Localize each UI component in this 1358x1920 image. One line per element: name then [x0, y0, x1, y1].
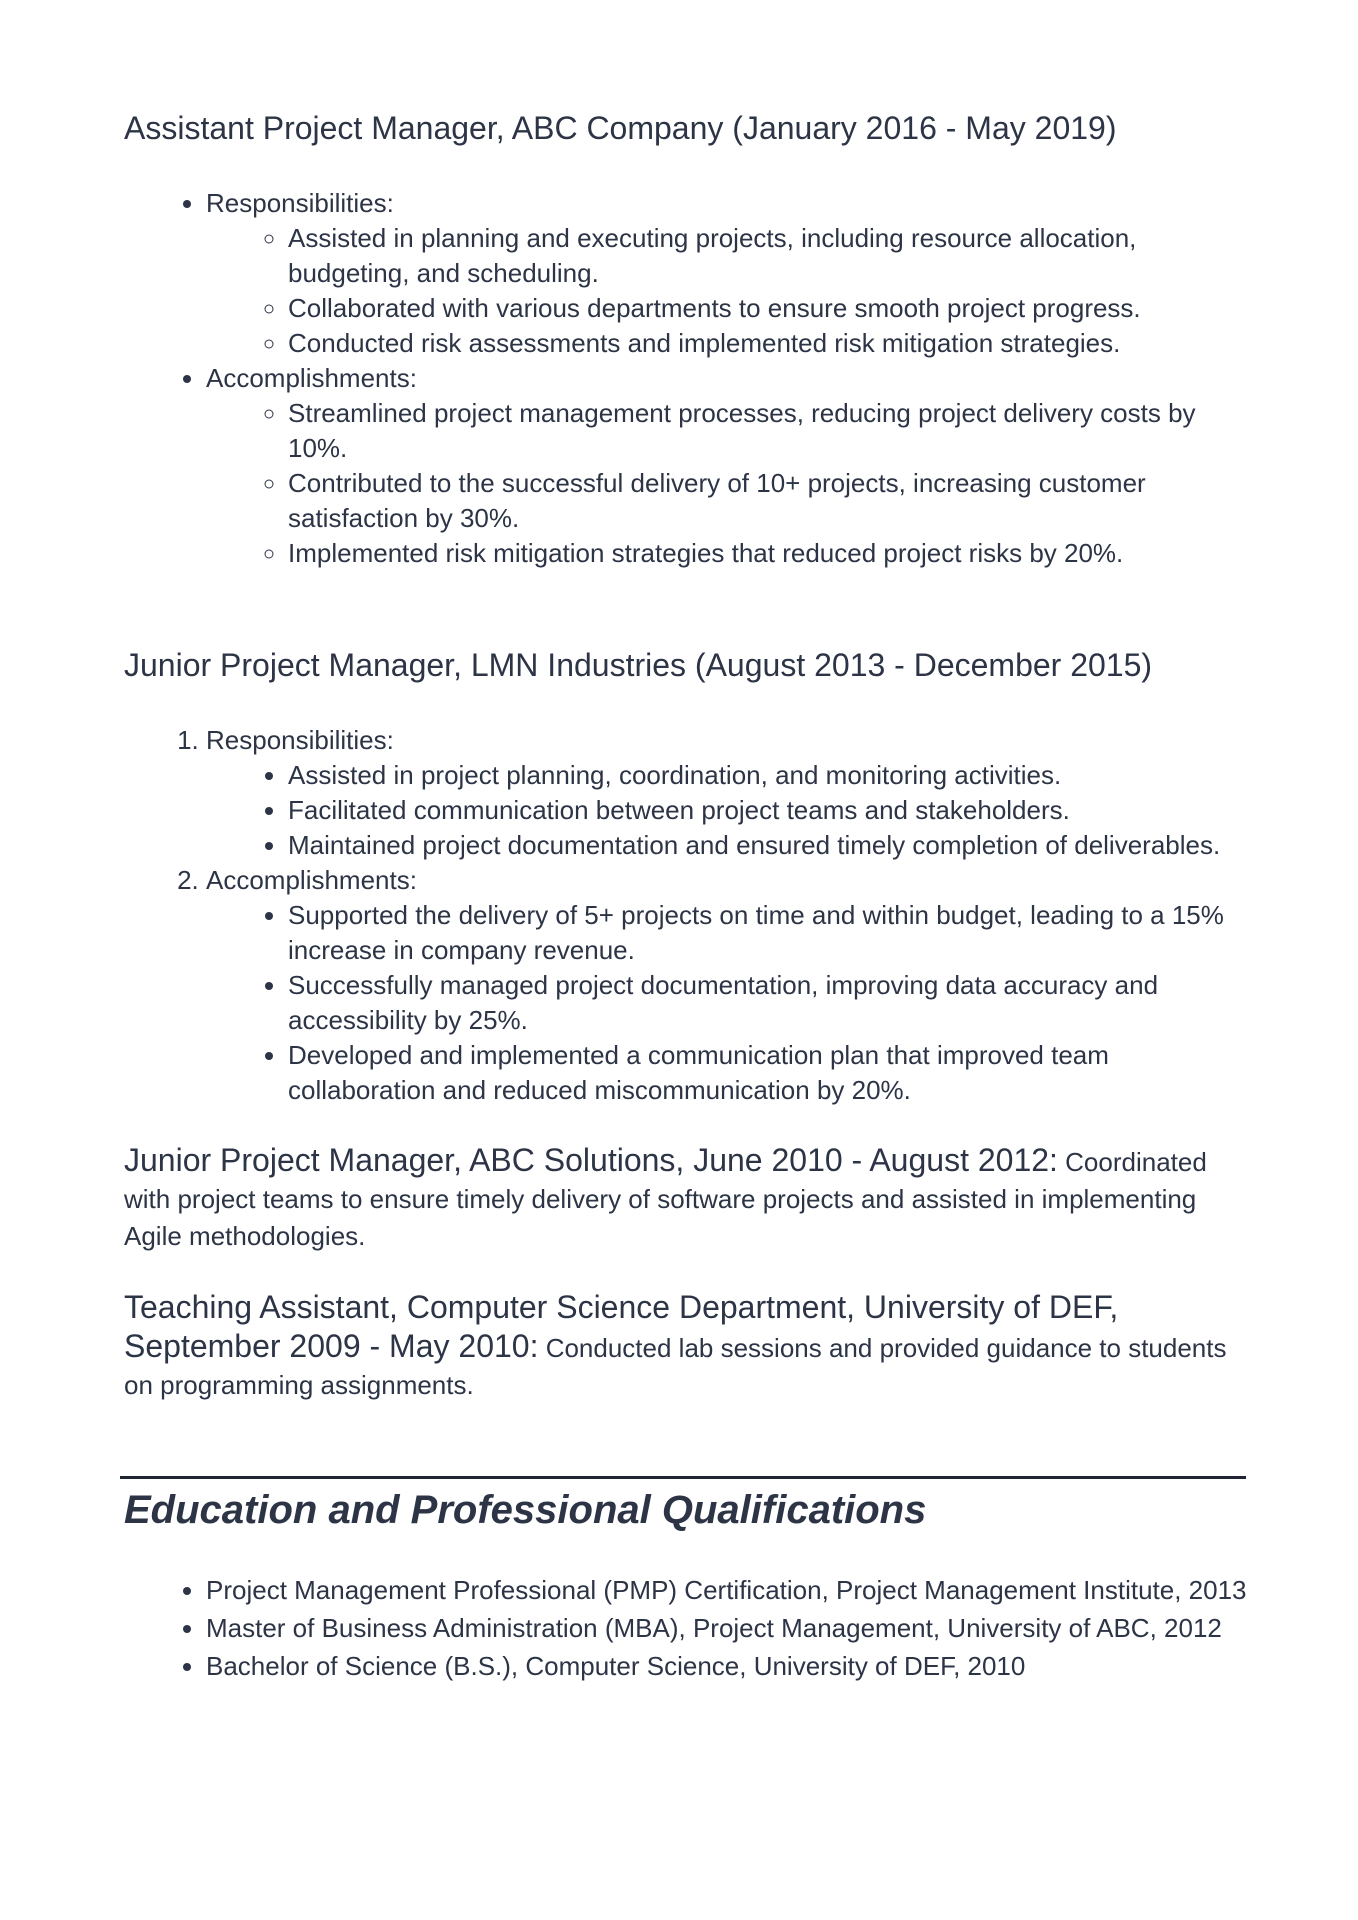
responsibilities-list	[206, 221, 1248, 361]
list-item: • Bachelor of Science (B.S.), Computer Science, University of DEF, 2010	[206, 1647, 1248, 1685]
list-item	[206, 863, 1248, 1108]
list-item: ◦ Assisted in planning and executing projects, including resource allocation, budgeting, and scheduling.	[288, 221, 1248, 291]
job-lead: Teaching Assistant, Computer Science Department, University of DEF, September 2009 - May 2010:	[124, 1289, 1119, 1364]
list-item: • Facilitated communication between project teams and stakeholders.	[288, 793, 1248, 828]
section-heading-education: Education and Professional Qualifications	[124, 1488, 927, 1532]
job-title: Junior Project Manager, LMN Industries (August 2013 - December 2015)	[124, 647, 1153, 683]
responsibilities-list	[206, 758, 1248, 863]
list-item: • Supported the delivery of 5+ projects on time and within budget, leading to a 15% increase in company revenue.	[288, 898, 1248, 968]
list-item	[206, 186, 1248, 361]
list-item: • Developed and implemented a communication plan that improved team collaboration and reduced miscommunication by 20%.	[288, 1038, 1248, 1108]
job-entry-lmn-industries	[124, 645, 1248, 1108]
job-description: Conducted lab sessions and provided guidance to students on programming assignments.	[124, 1333, 1227, 1400]
list-item	[206, 723, 1248, 863]
list-item: ◦ Contributed to the successful delivery of 10+ projects, increasing customer satisfaction by 30%.	[288, 466, 1248, 536]
job-details-list	[124, 186, 1248, 571]
job-details-list	[124, 723, 1248, 1108]
job-title: Assistant Project Manager, ABC Company (January 2016 - May 2019)	[124, 110, 1117, 146]
list-item: ◦ Streamlined project management processes, reducing project delivery costs by 10%.	[288, 396, 1248, 466]
job-entry-abc-company	[124, 108, 1248, 571]
list-item: ◦ Collaborated with various departments to ensure smooth project progress.	[288, 291, 1248, 326]
list-item	[206, 361, 1248, 571]
list-item: ◦ Implemented risk mitigation strategies that reduced project risks by 20%.	[288, 536, 1248, 571]
list-item: ◦ Conducted risk assessments and implemented risk mitigation strategies.	[288, 326, 1248, 361]
job-description: Coordinated with project teams to ensure timely delivery of software projects and assisted in implementing Agile methodologies.	[124, 1147, 1207, 1251]
education-list	[124, 1571, 1248, 1685]
accomplishments-list	[206, 898, 1248, 1108]
responsibilities-label: Responsibilities:	[206, 725, 394, 755]
list-item: • Successfully managed project documentation, improving data accuracy and accessibility by 25%.	[288, 968, 1248, 1038]
section-divider	[120, 1476, 1246, 1479]
list-item: • Maintained project documentation and ensured timely completion of deliverables.	[288, 828, 1248, 863]
responsibilities-label: Responsibilities:	[206, 188, 394, 218]
list-item: • Project Management Professional (PMP) Certification, Project Management Institute, 2013	[206, 1571, 1248, 1609]
accomplishments-list	[206, 396, 1248, 571]
accomplishments-label: Accomplishments:	[206, 363, 417, 393]
list-item: • Assisted in project planning, coordination, and monitoring activities.	[288, 758, 1248, 793]
list-item: • Master of Business Administration (MBA), Project Management, University of ABC, 2012	[206, 1609, 1248, 1647]
accomplishments-label: Accomplishments:	[206, 865, 417, 895]
job-entry-teaching-assistant	[124, 1289, 1248, 1404]
job-lead: Junior Project Manager, ABC Solutions, June 2010 - August 2012:	[124, 1142, 1058, 1178]
job-entry-abc-solutions	[124, 1142, 1248, 1255]
